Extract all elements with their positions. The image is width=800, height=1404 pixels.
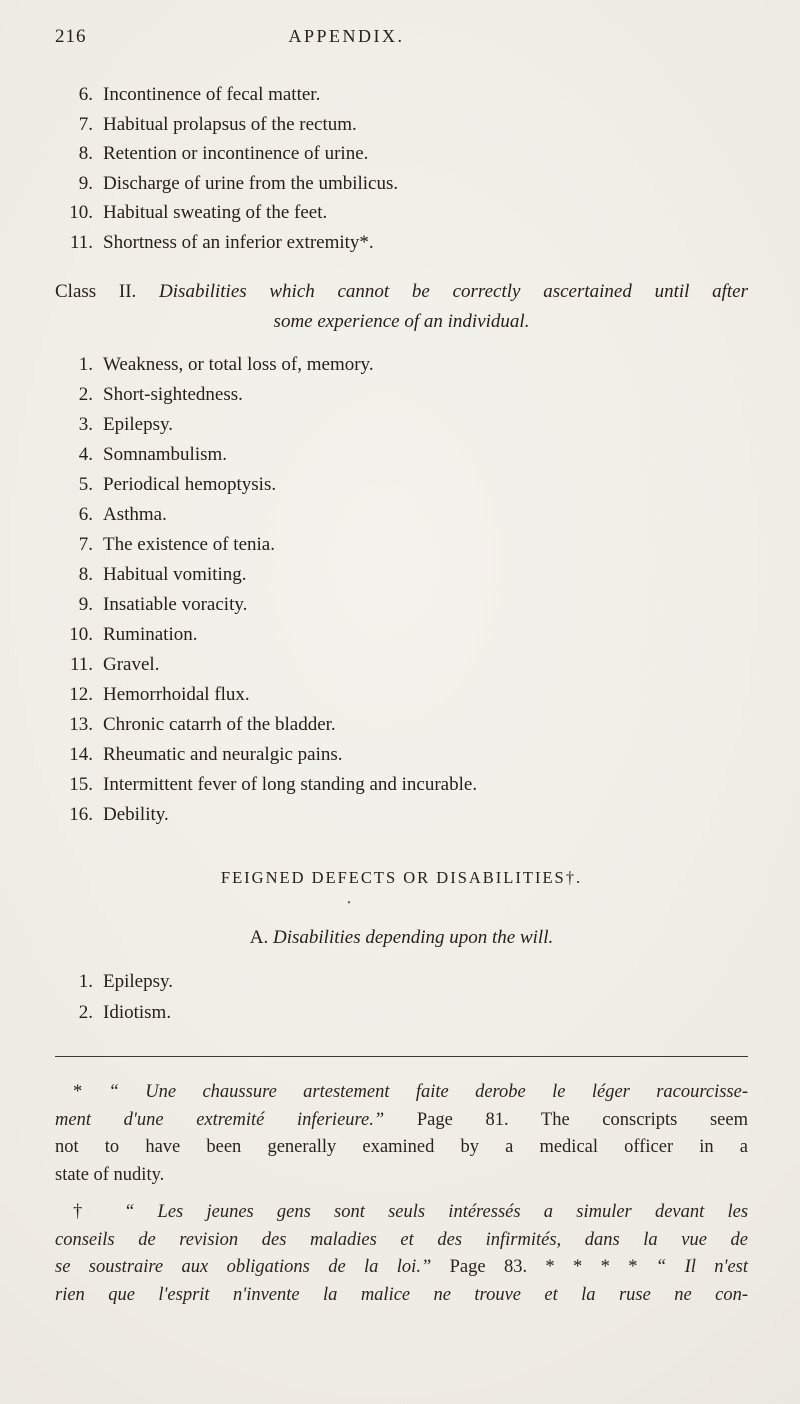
item-text: Periodical hemoptysis.: [103, 474, 277, 495]
footnote-quote: “ Il n'est: [655, 1257, 749, 1277]
item-text: Shortness of an inferior extremity*.: [103, 231, 374, 253]
item-text: Gravel.: [103, 654, 160, 675]
list-item: [55, 770, 748, 800]
feigned-defects-heading: FEIGNED DEFECTS OR DISABILITIES†.: [220, 868, 583, 887]
item-number: 12.: [69, 684, 93, 705]
footnote-line: [55, 1134, 748, 1162]
list-item: [55, 440, 748, 470]
item-text: Epilepsy.: [103, 414, 174, 435]
footnote-line: [55, 1107, 748, 1135]
item-text: Epilepsy.: [103, 971, 174, 992]
footnote-line: [55, 1282, 748, 1310]
list-item: [55, 680, 748, 710]
item-text: Retention or incontinence of urine.: [103, 143, 369, 164]
footnote-2: [55, 1199, 748, 1309]
item-text: Habitual vomiting.: [103, 564, 247, 585]
class2-heading: [55, 277, 748, 336]
item-number: 9.: [78, 594, 93, 615]
item-number: 11.: [69, 231, 93, 253]
item-text: Discharge of urine from the umbilicus.: [103, 172, 399, 194]
list-item: [55, 966, 748, 997]
footnote-text: Page 81. The conscripts seem: [416, 1109, 748, 1130]
feigned-disabilities-list: [55, 966, 748, 1028]
footnote-marker: †: [73, 1202, 101, 1222]
list-item: [55, 80, 748, 110]
item-number: 6.: [78, 84, 93, 105]
footnote-quote: conseils de revision des maladies et des infirmités, dans la vue de: [55, 1229, 748, 1250]
item-text: Somnambulism.: [103, 444, 228, 465]
footnote-quote: ment d'une extremité inferieure.”: [55, 1109, 385, 1130]
footnote-text: Page 83. * * * *: [449, 1257, 638, 1277]
section-a-label: A.: [249, 927, 269, 948]
list-item: [55, 198, 748, 228]
class1-defects-list: [55, 80, 748, 257]
item-text: Incontinence of fecal matter.: [103, 84, 321, 105]
item-number: 1.: [78, 354, 93, 375]
list-item: [55, 169, 748, 199]
footnote-line: [55, 1079, 748, 1107]
ornament-dot: •: [347, 898, 351, 909]
item-number: 14.: [69, 744, 93, 765]
class2-disabilities-list: [55, 350, 748, 830]
list-item: [55, 650, 748, 680]
item-number: 5.: [78, 474, 93, 495]
list-item: [55, 350, 748, 380]
item-number: 2.: [78, 1002, 93, 1023]
footnote-1: [55, 1079, 748, 1189]
running-head: APPENDIX.: [288, 26, 405, 46]
list-item: [55, 530, 748, 560]
item-text: Asthma.: [103, 504, 167, 525]
item-text: Hemorrhoidal flux.: [103, 684, 250, 705]
footnote-quote: “ Les jeunes gens sont seuls intéressés a simuler devant les: [124, 1202, 749, 1222]
item-number: 6.: [78, 504, 93, 525]
section-a-heading: [55, 923, 748, 952]
item-number: 2.: [78, 384, 93, 405]
list-item: [55, 710, 748, 740]
page-header: [55, 26, 748, 50]
footnote-rule: [55, 1056, 748, 1057]
list-item: [55, 740, 748, 770]
footnote-text: not to have been generally examined by a medical officer in a: [55, 1137, 748, 1157]
list-item: [55, 110, 748, 140]
list-item: [55, 997, 748, 1028]
list-item: [55, 380, 748, 410]
footnote-text: state of nudity.: [55, 1164, 165, 1185]
item-text: Idiotism.: [103, 1002, 172, 1023]
item-number: 1.: [78, 971, 93, 992]
item-number: 4.: [78, 444, 93, 465]
class2-label: Class II.: [55, 281, 137, 302]
footnote-line: [55, 1227, 748, 1255]
list-item: [55, 228, 748, 258]
item-number: 13.: [69, 714, 93, 735]
list-item: [55, 590, 748, 620]
class2-title-line2: some experience of an individual.: [273, 310, 530, 332]
footnote-quote: “ Une chaussure artestement faite derobe le léger racourcisse-: [108, 1082, 749, 1102]
item-text: Weakness, or total loss of, memory.: [103, 354, 374, 375]
item-number: 8.: [78, 564, 93, 585]
item-text: Short-sightedness.: [103, 384, 243, 405]
item-number: 9.: [78, 172, 93, 194]
item-number: 8.: [78, 143, 93, 164]
item-number: 15.: [69, 774, 93, 795]
item-text: The existence of tenia.: [103, 534, 275, 555]
footnote-quote: rien que l'esprit n'invente la malice ne trouve et la ruse ne con-: [55, 1284, 748, 1305]
list-item: [55, 410, 748, 440]
item-number: 16.: [69, 804, 93, 825]
list-item: [55, 560, 748, 590]
item-number: 3.: [78, 414, 93, 435]
footnote-line: [55, 1162, 748, 1190]
item-text: Rheumatic and neuralgic pains.: [103, 744, 343, 765]
item-text: Insatiable voracity.: [103, 594, 248, 615]
item-number: 7.: [78, 534, 93, 555]
class2-heading-line1: [55, 277, 748, 307]
page-number: 216: [55, 26, 87, 47]
section-a-title: Disabilities depending upon the will.: [273, 927, 554, 948]
list-item: [55, 470, 748, 500]
item-number: 11.: [69, 654, 93, 675]
item-text: Debility.: [103, 804, 169, 825]
footnote-line: [55, 1199, 748, 1227]
footnote-quote: se soustraire aux obligations de la loi.”: [55, 1257, 432, 1277]
item-text: Intermittent fever of long standing and incurable.: [103, 774, 478, 795]
list-item: [55, 139, 748, 169]
list-item: [55, 620, 748, 650]
item-text: Habitual prolapsus of the rectum.: [103, 113, 357, 135]
item-text: Chronic catarrh of the bladder.: [103, 714, 336, 735]
item-number: 7.: [78, 113, 93, 135]
item-number: 10.: [69, 624, 93, 645]
item-text: Rumination.: [103, 624, 198, 645]
item-number: 10.: [69, 202, 93, 223]
item-text: Habitual sweating of the feet.: [103, 202, 328, 223]
footnote-marker: *: [73, 1082, 83, 1102]
footnote-line: [55, 1254, 748, 1282]
list-item: [55, 800, 748, 830]
class2-title-line1: Disabilities which cannot be correctly ascertained until after: [159, 281, 749, 302]
list-item: [55, 500, 748, 530]
